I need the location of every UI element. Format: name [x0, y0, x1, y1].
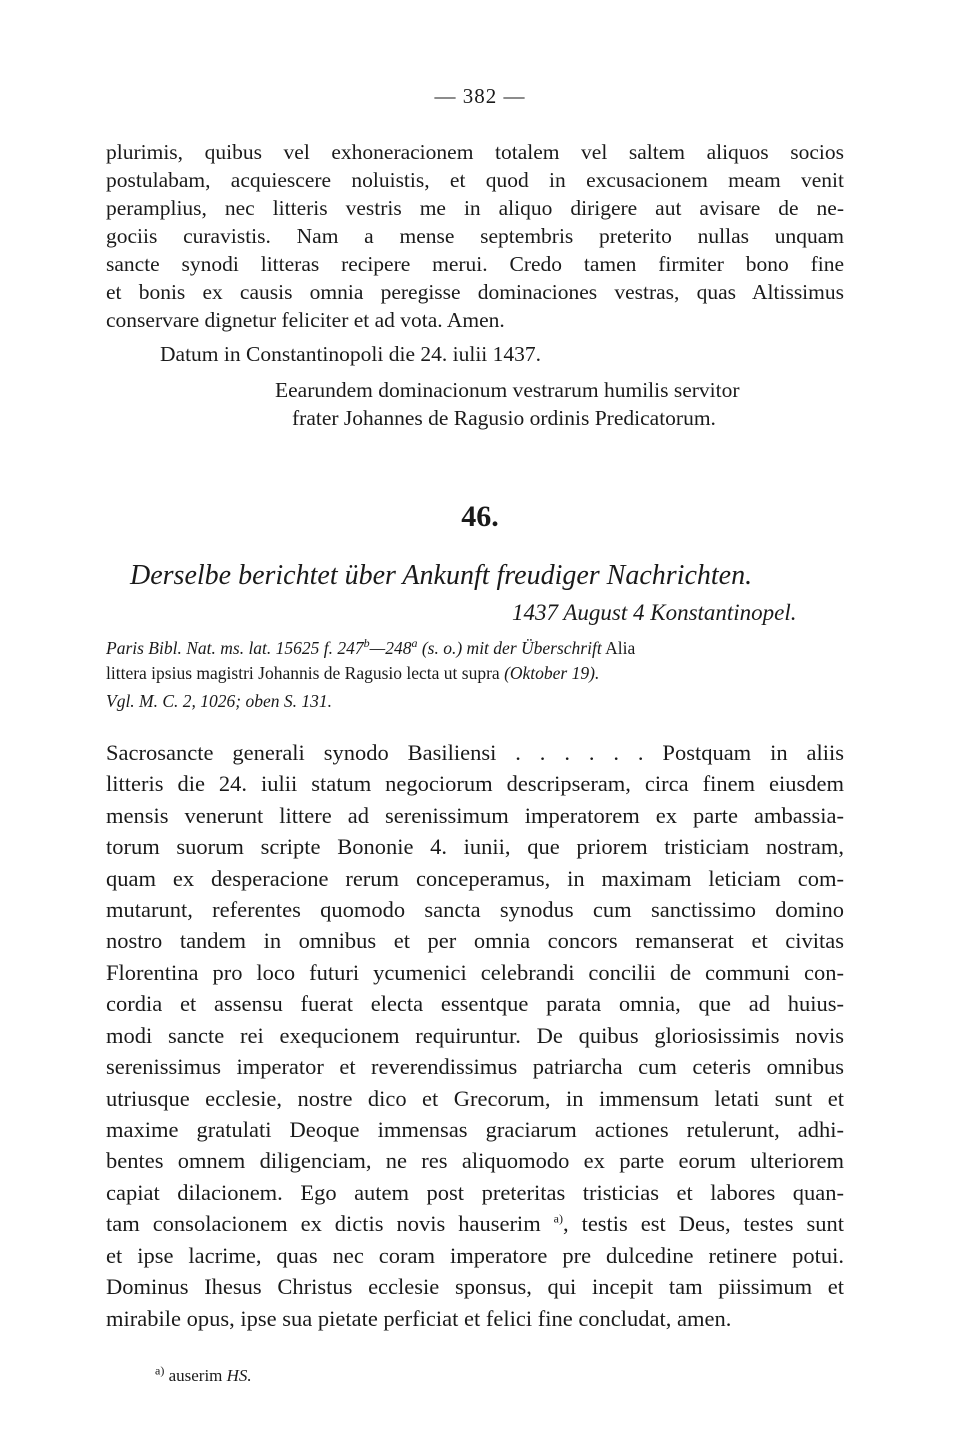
text-line: et bonis ex causis omnia peregisse dominaciones vestras, quas Altissimus [106, 280, 844, 304]
text-line: capiat dilacionem. Ego autem post preteritas tristicias et labores quan- [106, 1180, 844, 1205]
text-line: et ipse lacrime, quas nec coram imperatore pre dulcedine retinere potui. [106, 1243, 844, 1268]
text-line: gociis curavistis. Nam a mense septembris preterito nullas unquam [106, 224, 844, 248]
folio-range: —248 [369, 638, 412, 658]
text-line: modi sancte rei exequcionem requiruntur. De quibus gloriosissimis novis [106, 1023, 844, 1048]
footnote-reference: a) [553, 1211, 563, 1226]
text-line [106, 1208, 844, 1239]
source-siglum: Paris Bibl. Nat. ms. lat. 15625 f. 247 [106, 638, 364, 658]
text-line: Florentina pro loco futuri ycumenici celebrandi concilii de communi con- [106, 960, 844, 985]
source-title: littera ipsius magistri Johannis de Ragusio lecta ut supra [106, 663, 500, 683]
signature-line: Eearundem dominacionum vestrarum humilis servitor [275, 378, 740, 402]
text-line: utriusque ecclesie, nostre dico et Grecorum, in immensum letati sunt et [106, 1086, 844, 1111]
text-line: cordia et assensu fuerat electa essentque parata omnia, que ad huius- [106, 991, 844, 1016]
source-line [106, 636, 844, 661]
text-line: maxime gratulati Deoque immensas graciarum actiones retulerunt, adhi- [106, 1117, 844, 1142]
datum-line: Datum in Constantinopoli die 24. iulii 1437. [160, 342, 542, 366]
source-date: (Oktober 19). [499, 663, 600, 683]
document-number: 46. [461, 500, 499, 533]
document-date-place: 1437 August 4 Konstantinopel. [512, 600, 797, 625]
page-number: — 382 — [434, 84, 526, 108]
text-line: serenissimus imperator et reverendissimus patriarcha cum ceteris omnibus [106, 1054, 844, 1079]
footnote-mark: a) [155, 1363, 165, 1378]
text-line: Sacrosancte generali synodo Basiliensi . . . . . . Postquam in aliis [106, 740, 844, 765]
text-line: plurimis, quibus vel exhoneracionem totalem vel saltem aliquos socios [106, 140, 844, 164]
text-line: torum suorum scripte Bononie 4. iunii, que priorem tristiciam nostram, [106, 834, 844, 859]
document-rubric: Derselbe berichtet über Ankunft freudiger Nachrichten. [130, 560, 753, 591]
text-line: peramplius, nec litteris vestris me in aliquo dirigere aut avisare de ne- [106, 196, 844, 220]
footnote-text: auserim [164, 1366, 227, 1385]
text-line: conservare dignetur feliciter et ad vota. Amen. [106, 308, 505, 332]
folio-verso-mark: b [363, 636, 370, 651]
text-line: mirabile opus, ipse sua pietate perficiat et felici fine concludat, amen. [106, 1306, 732, 1331]
text-line: mutarunt, referentes quomodo sancta synodus cum sanctissimo domino [106, 897, 844, 922]
text-line: mensis venerunt littere ad serenissimum imperatorem ex parte ambassia- [106, 803, 844, 828]
footnote [155, 1363, 252, 1386]
source-note: (s. o.) mit der Überschrift [417, 638, 602, 658]
text-line: postulabam, acquiescere noluistis, et quod in excusacionem meam venit [106, 168, 844, 192]
text-segment: tam consolacionem ex dictis novis hauserim [106, 1211, 554, 1236]
folio-recto-mark: a [411, 636, 418, 651]
signature-line: frater Johannes de Ragusio ordinis Predicatorum. [292, 406, 716, 430]
text-line: litteris die 24. iulii statum negociorum descripseram, circa finem eiusdem [106, 771, 844, 796]
source-line [106, 661, 844, 686]
text-line: nostro tandem in omnibus et per omnia concors remanserat et civitas [106, 928, 844, 953]
reference-line: Vgl. M. C. 2, 1026; oben S. 131. [106, 691, 333, 711]
text-line: quam ex desperacione rerum conceperamus, in maximam leticiam com- [106, 866, 844, 891]
text-line: bentes omnem diligenciam, ne res aliquomodo ex parte eorum ulteriorem [106, 1148, 844, 1173]
text-segment: , testis est Deus, testes sunt [562, 1211, 844, 1236]
text-line: Dominus Ihesus Christus ecclesie sponsus, qui incepit tam piissimum et [106, 1274, 844, 1299]
source-title-start: Alia [601, 638, 636, 658]
footnote-siglum: HS. [226, 1366, 252, 1385]
text-line: sancte synodi litteras recipere merui. Credo tamen firmiter bono fine [106, 252, 844, 276]
